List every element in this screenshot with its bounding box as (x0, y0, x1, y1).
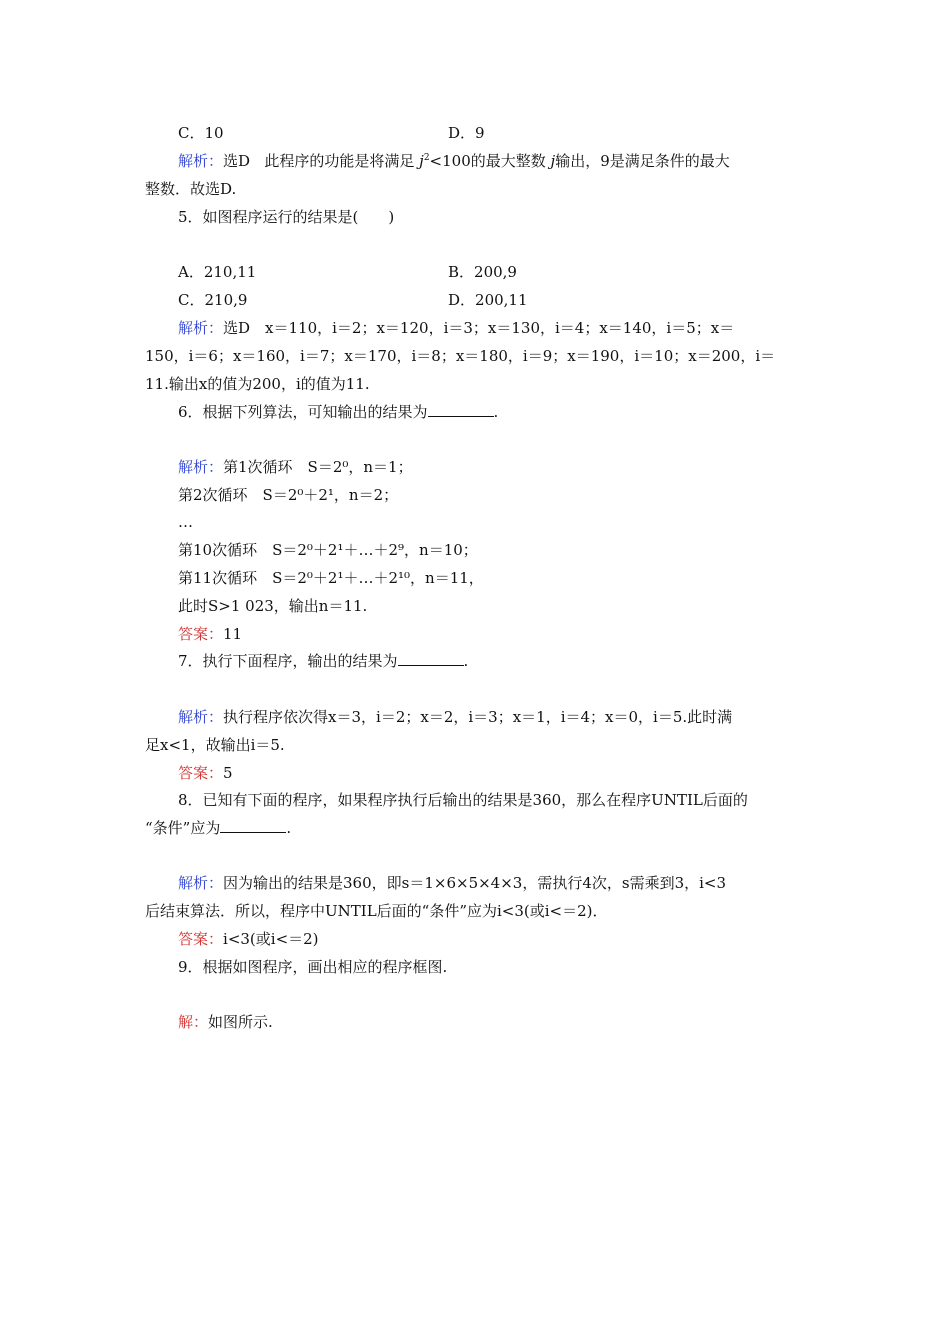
q5-option-b: B．200,9 (448, 263, 517, 281)
q6-loop2: 第2次循环 S＝2⁰＋2¹，n＝2； (178, 486, 399, 504)
answer-label: 答案： (178, 625, 224, 643)
analysis-label: 解析： (178, 458, 224, 476)
q5-option-d: D．200,11 (448, 291, 528, 309)
q6-loop11: 第11次循环 S＝2⁰＋2¹＋…＋2¹⁰，n＝11， (178, 569, 484, 587)
q5-analysis-line3: 11.输出x的值为200，i的值为11. (145, 375, 370, 393)
q6-answer-value: 11 (223, 625, 243, 643)
q8-stem-line1: 8．已知有下面的程序，如果程序执行后输出的结果是360，那么在程序UNTIL后面的 (178, 791, 748, 809)
q4-option-d: D．9 (448, 124, 485, 142)
q7-answer (178, 763, 233, 783)
q4-analysis-line1 (178, 151, 730, 171)
answer-label: 答案： (178, 764, 224, 782)
q4-analysis-line2: 整数．故选D. (145, 180, 237, 198)
q7-analysis-line2: 足x<1，故输出i＝5. (145, 736, 285, 754)
q5-option-a: A．210,11 (178, 263, 257, 281)
q7-stem-text: 7．执行下面程序，输出的结果为 (178, 652, 398, 670)
q8-answer (178, 929, 319, 949)
q6-stem: 6．根据下列算法，可知输出的结果为 . (178, 403, 499, 421)
solution-label: 解： (178, 1013, 209, 1031)
answer-blank (220, 819, 286, 833)
q6-loop10: 第10次循环 S＝2⁰＋2¹＋…＋2⁹，n＝10； (178, 541, 478, 559)
q7-stem: 7．执行下面程序，输出的结果为 . (178, 652, 469, 670)
answer-blank (428, 403, 494, 417)
q7-analysis-line1 (178, 707, 732, 727)
analysis-label: 解析： (178, 708, 224, 726)
q5-analysis-text1: 选D x＝110，i＝2；x＝120，i＝3；x＝130，i＝4；x＝140，i＝5；x＝ (223, 319, 735, 337)
q4-text-b: <100的最大整数 (429, 152, 546, 170)
q7-analysis-text1: 执行程序依次得x＝3，i＝2；x＝2，i＝3；x＝1，i＝4；x＝0，i＝5.此时满 (223, 708, 733, 726)
q8-answer-value: i<3(或i<＝2) (223, 930, 319, 948)
q4-exp: 2 (423, 153, 430, 163)
q8-stem-line2: “条件”应为 . (145, 819, 292, 837)
analysis-label: 解析： (178, 152, 224, 170)
q6-ellipsis: … (178, 513, 193, 531)
answer-blank (398, 652, 464, 666)
q9-solution (178, 1012, 273, 1032)
q6-answer (178, 624, 242, 644)
answer-label: 答案： (178, 930, 224, 948)
analysis-label: 解析： (178, 874, 224, 892)
q4-text-a: 此程序的功能是将满足 (264, 152, 415, 170)
q5-analysis-line2: 150，i＝6；x＝160，i＝7；x＝170，i＝8；x＝180，i＝9；x＝190，i＝10；x＝200，i＝ (145, 347, 776, 365)
q6-stem-text: 6．根据下列算法，可知输出的结果为 (178, 403, 428, 421)
q4-option-c: C．10 (178, 124, 224, 142)
q8-analysis-text1: 因为输出的结果是360，即s＝1×6×5×4×3，需执行4次，s需乘到3，i<3 (223, 874, 727, 892)
q6-analysis-line1 (178, 457, 413, 477)
q8-analysis-line1 (178, 873, 726, 893)
q4-select: 选D (223, 152, 251, 170)
q8-stem-text: “条件”应为 (145, 819, 221, 837)
q4-text-c: 输出，9是满足条件的最大 (555, 152, 730, 170)
analysis-label: 解析： (178, 319, 224, 337)
q6-conclusion: 此时S>1 023，输出n＝11. (178, 597, 368, 615)
q5-option-c: C．210,9 (178, 291, 248, 309)
q9-solution-text: 如图所示. (208, 1013, 273, 1031)
q4-var-j: j (419, 152, 424, 170)
q5-analysis-line1 (178, 318, 734, 338)
q9-stem: 9．根据如图程序，画出相应的程序框图. (178, 958, 448, 976)
q4-var-j2: j (550, 152, 556, 170)
q5-stem: 5．如图程序运行的结果是( ) (178, 208, 395, 226)
q8-analysis-line2: 后结束算法．所以，程序中UNTIL后面的“条件”应为i<3(或i<＝2)． (145, 902, 608, 920)
q7-answer-value: 5 (223, 764, 233, 782)
q6-loop1: 第1次循环 S＝2⁰，n＝1； (223, 458, 413, 476)
